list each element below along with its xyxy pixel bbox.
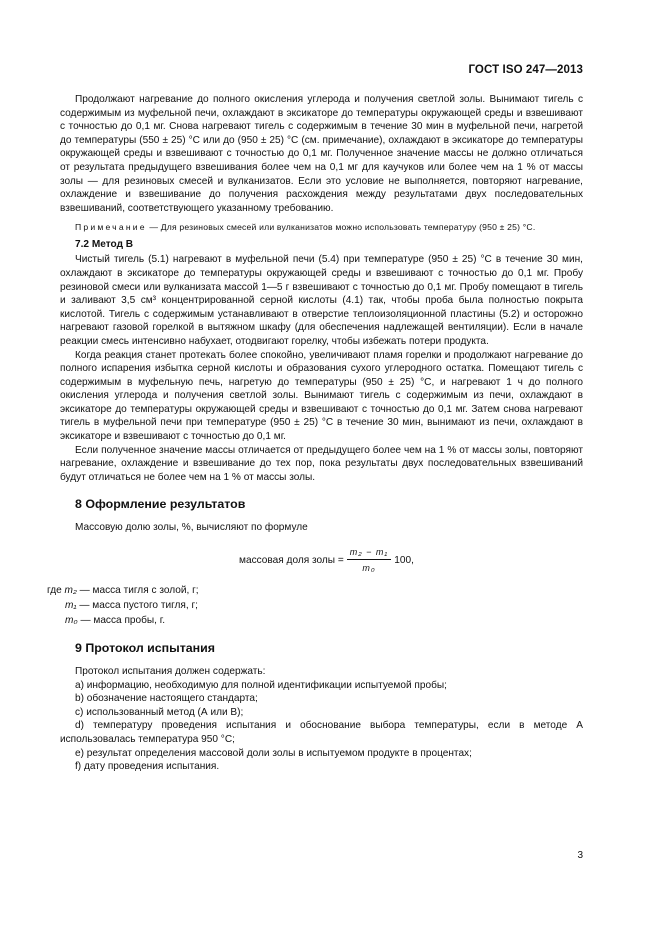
subsection-heading-7-2: 7.2 Метод В — [75, 239, 134, 251]
formula-fraction — [347, 547, 392, 573]
variable-symbol: m₂ — [64, 585, 77, 597]
variable-description: — масса пустого тигля, г; — [79, 600, 198, 612]
page-number: 3 — [577, 850, 583, 861]
variable-row — [47, 598, 583, 613]
paragraph-method-b-2: Когда реакция станет протекать более спокойно, увеличивают пламя горелки и продолжают нагревание до полного испарения избытка серной кислоты и образования сухого углеродного остатка. Помещают тигель с содержимым в муфельную печь, нагретую до температуры (950 ± 25) °С, и нагревают 1 ч до полного окисления углерода и получения светлой золы. Вынимают тигель с содержимым из печи, охлаждают в эксикаторе до температуры окружающей среды и взвешивают с точностью до 0,1 мг. Затем снова нагревают тигель в муфельной печи при температуре (950 ± 25) °С в течение 30 мин, вынимают из печи, охлаждают в эксикаторе и взвешивают с точностью до 0,1 мг. — [60, 349, 583, 443]
list-item: b) обозначение настоящего стандарта; — [75, 693, 258, 705]
variable-description: — масса пробы, г. — [80, 615, 166, 627]
formula-numerator: m₂ − m₁ — [347, 547, 392, 560]
formula-tail: 100, — [394, 554, 414, 566]
list-item: c) использованный метод (А или В); — [75, 706, 244, 718]
note-label: Примечание — [75, 222, 147, 233]
formula-denominator: m₀ — [362, 563, 376, 574]
paragraph-method-b-1: Чистый тигель (5.1) нагревают в муфельной печи (5.4) при температуре (950 ± 25) °С в течение 30 мин, охлаждают в эксикаторе до температуры окружающей среды и взвешивают с точностью до 0,1 мг. Пробу резиновой смеси или вулканизата массой 1—5 г взвешивают с точностью до 0,1 мг. Пробу помещают в тигель и заливают 3,5 см³ концентрированной серной кислоты (4.1) так, чтобы проба была полностью покрыта кислотой. Тигель с содержимым устанавливают в отверстие теплоизоляционной пластины (5.2) и осторожно нагревают газовой горелкой в вытяжном шкафу (для обеспечения надлежащей вентиляции). Если в начале реакции смесь интенсивно набухает, отодвигают горелку, чтобы избежать потери продукта. — [60, 254, 583, 347]
variable-symbol: m₁ — [65, 600, 77, 612]
variable-symbol: m₀ — [65, 615, 78, 627]
list-item: d) температуру проведения испытания и обоснование выбора температуры, если в методе А использовалась температура 950 °С; — [60, 720, 583, 745]
paragraph-method-a-continuation: Продолжают нагревание до полного окисления углерода и получения светлой золы. Вынимают тигель с содержимым из муфельной печи, охлаждают в эксикаторе до температуры окружающей среды и взвешивают с точностью до 0,1 мг. Снова нагревают тигель с содержимым в течение 30 мин в муфельной печи, нагретой до температуры (550 ± 25) °С или до (950 ± 25) °С (см. примечание), охлаждают в эксикаторе до температуры окружающей среды и взвешивают с точностью до 0,1 мг. Полученное значение массы не должно отличаться от результата предыдущего взвешивания более чем на 0,1 мг для каучуков или более чем на 1 % от массы золы — для резиновых смесей и вулканизатов. Если это условие не выполняется, повторяют нагревание, охлаждение и взвешивание до получения расхождения между результатами двух последовательных взвешиваний, соответствующего указанному требованию. — [60, 94, 583, 214]
list-item: f) дату проведения испытания. — [75, 761, 220, 773]
note-text: — Для резиновых смесей или вулканизатов можно использовать температуру (950 ± 25) °С. — [149, 222, 536, 233]
variable-definitions — [47, 583, 583, 628]
protocol-intro: Протокол испытания должен содержать: — [75, 666, 266, 678]
variable-description: — масса тигля с золой, г; — [79, 585, 199, 597]
list-item: a) информацию, необходимую для полной идентификации испытуемой пробы; — [75, 679, 447, 691]
page-content — [47, 93, 583, 774]
section-heading-9: 9 Протокол испытания — [75, 641, 216, 656]
formula-intro: Массовую долю золы, %, вычисляют по формуле — [75, 522, 308, 534]
where-prefix: где — [47, 585, 62, 597]
ash-formula — [60, 547, 583, 573]
variable-row — [47, 583, 583, 598]
section-heading-8: 8 Оформление результатов — [75, 497, 246, 512]
note — [60, 221, 583, 233]
list-item: e) результат определения массовой доли золы в испытуемом продукте в процентах; — [75, 747, 472, 759]
document-id-header: ГОСТ ISO 247—2013 — [468, 64, 583, 76]
variable-row — [47, 613, 583, 628]
formula-lhs: массовая доля золы = — [239, 554, 344, 566]
paragraph-method-b-3: Если полученное значение массы отличается от предыдущего более чем на 1 % от массы золы, повторяют нагревание, охлаждение и взвешивание до тех пор, пока результаты двух последовательных взвешиваний будут отличаться не более чем на 1 % от массы золы. — [60, 444, 583, 483]
